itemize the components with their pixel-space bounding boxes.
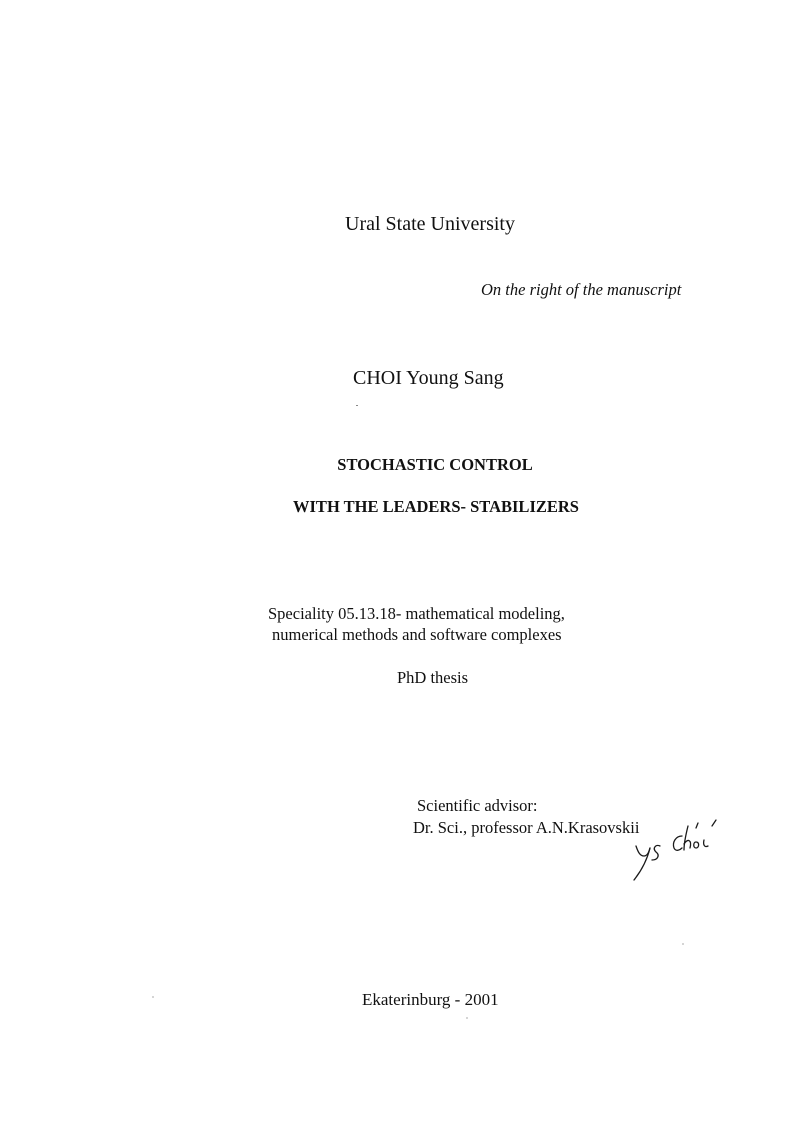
scan-dot <box>466 1017 468 1019</box>
scan-speck <box>356 405 358 406</box>
author-name: CHOI Young Sang <box>353 367 504 389</box>
manuscript-rights-note: On the right of the manuscript <box>481 280 682 299</box>
scan-dot <box>152 996 154 998</box>
advisor-name: Dr. Sci., professor A.N.Krasovskii <box>413 818 640 837</box>
institution-name: Ural State University <box>345 213 515 235</box>
specialty-line-1: Speciality 05.13.18- mathematical modeling, <box>268 604 565 623</box>
advisor-label: Scientific advisor: <box>417 796 538 815</box>
place-and-year: Ekaterinburg - 2001 <box>362 990 499 1009</box>
scan-dot <box>682 943 684 945</box>
specialty-line-2: numerical methods and software complexes <box>272 625 562 644</box>
handwritten-signature <box>616 818 726 888</box>
thesis-title-line-2: WITH THE LEADERS- STABILIZERS <box>293 497 579 516</box>
thesis-title-line-1: STOCHASTIC CONTROL <box>337 455 533 474</box>
thesis-type: PhD thesis <box>397 668 469 687</box>
